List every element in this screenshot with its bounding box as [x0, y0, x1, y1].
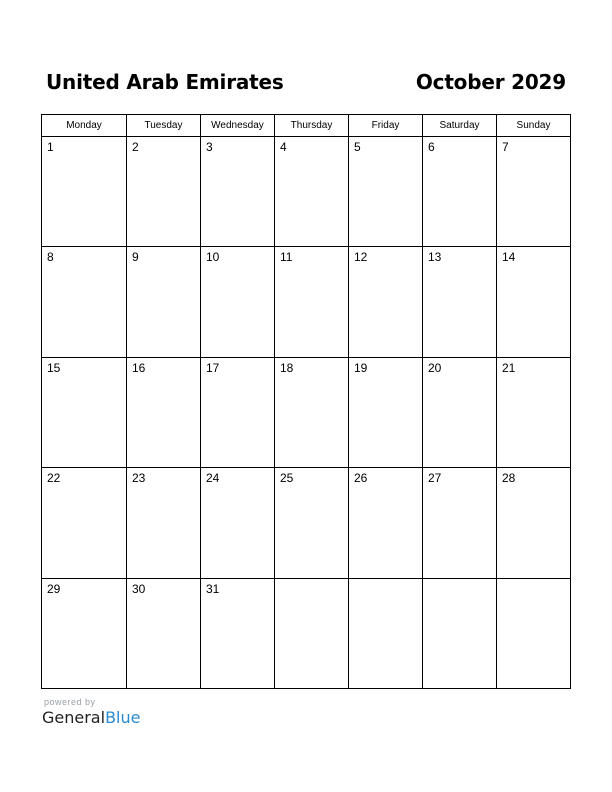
week-row [42, 247, 571, 357]
day-cell [497, 357, 571, 467]
day-number: 16 [132, 360, 146, 375]
day-cell [497, 247, 571, 357]
week-row [42, 468, 571, 578]
calendar-header [46, 70, 566, 100]
weekday-tuesday: Tuesday [127, 115, 201, 137]
month-year-title: October 2029 [415, 70, 566, 94]
day-cell [275, 468, 349, 578]
country-title: United Arab Emirates [46, 70, 284, 94]
calendar-grid [41, 114, 571, 689]
day-number: 23 [132, 471, 146, 486]
day-cell [497, 468, 571, 578]
weekday-saturday: Saturday [423, 115, 497, 137]
day-number: 6 [428, 140, 435, 154]
day-number: 7 [502, 140, 509, 154]
day-number: 22 [47, 471, 61, 486]
day-cell [497, 137, 571, 247]
day-cell [423, 137, 497, 247]
day-cell [42, 247, 127, 357]
day-number: 13 [428, 250, 442, 265]
day-number [275, 579, 348, 582]
day-number: 28 [502, 471, 516, 486]
day-number: 3 [206, 140, 213, 154]
day-cell [275, 247, 349, 357]
day-cell [127, 247, 201, 357]
day-number [497, 579, 570, 582]
brand-general-text: General [42, 708, 106, 727]
day-cell [423, 247, 497, 357]
powered-by-text: powered by [44, 697, 96, 707]
day-number: 31 [206, 581, 220, 596]
day-number: 15 [47, 360, 61, 375]
day-cell [201, 357, 275, 467]
day-cell [423, 357, 497, 467]
day-number: 1 [47, 140, 54, 154]
day-cell [497, 578, 571, 688]
day-number: 25 [280, 471, 294, 486]
day-cell [275, 357, 349, 467]
footer-branding [42, 697, 140, 727]
day-cell [42, 468, 127, 578]
day-number: 4 [280, 140, 287, 154]
day-number: 10 [206, 250, 220, 265]
day-cell [127, 357, 201, 467]
day-number: 24 [206, 471, 220, 486]
day-number: 30 [132, 581, 146, 596]
day-cell [349, 578, 423, 688]
day-cell [423, 578, 497, 688]
day-cell [201, 468, 275, 578]
day-cell [201, 247, 275, 357]
day-cell [423, 468, 497, 578]
weekday-friday: Friday [349, 115, 423, 137]
day-number: 20 [428, 360, 442, 375]
day-number: 2 [132, 140, 139, 154]
day-cell [127, 468, 201, 578]
day-number [423, 579, 496, 582]
day-number: 18 [280, 360, 294, 375]
week-row [42, 357, 571, 467]
day-number: 12 [354, 250, 368, 265]
day-cell [349, 468, 423, 578]
day-cell [42, 578, 127, 688]
day-number: 9 [132, 250, 139, 265]
day-number: 19 [354, 360, 368, 375]
day-number: 29 [47, 581, 61, 596]
day-number: 8 [47, 250, 54, 265]
day-number: 26 [354, 471, 368, 486]
day-number: 21 [502, 360, 516, 375]
day-cell [201, 137, 275, 247]
week-row [42, 578, 571, 688]
day-number: 27 [428, 471, 442, 486]
weekday-monday: Monday [42, 115, 127, 137]
day-cell [42, 357, 127, 467]
day-cell [275, 137, 349, 247]
day-cell [127, 578, 201, 688]
day-cell [201, 578, 275, 688]
day-cell [127, 137, 201, 247]
day-number: 17 [206, 360, 220, 375]
weekday-wednesday: Wednesday [201, 115, 275, 137]
day-cell [42, 137, 127, 247]
day-cell [349, 137, 423, 247]
weekday-sunday: Sunday [497, 115, 571, 137]
day-cell [275, 578, 349, 688]
day-number: 14 [502, 250, 516, 265]
day-number: 11 [280, 250, 293, 265]
weekday-header-row [42, 115, 571, 137]
brand-blue-text: Blue [105, 708, 141, 727]
day-cell [349, 357, 423, 467]
generalblue-logo [42, 708, 140, 727]
day-number: 5 [354, 140, 361, 154]
day-number [349, 579, 422, 582]
week-row [42, 137, 571, 247]
weekday-thursday: Thursday [275, 115, 349, 137]
day-cell [349, 247, 423, 357]
